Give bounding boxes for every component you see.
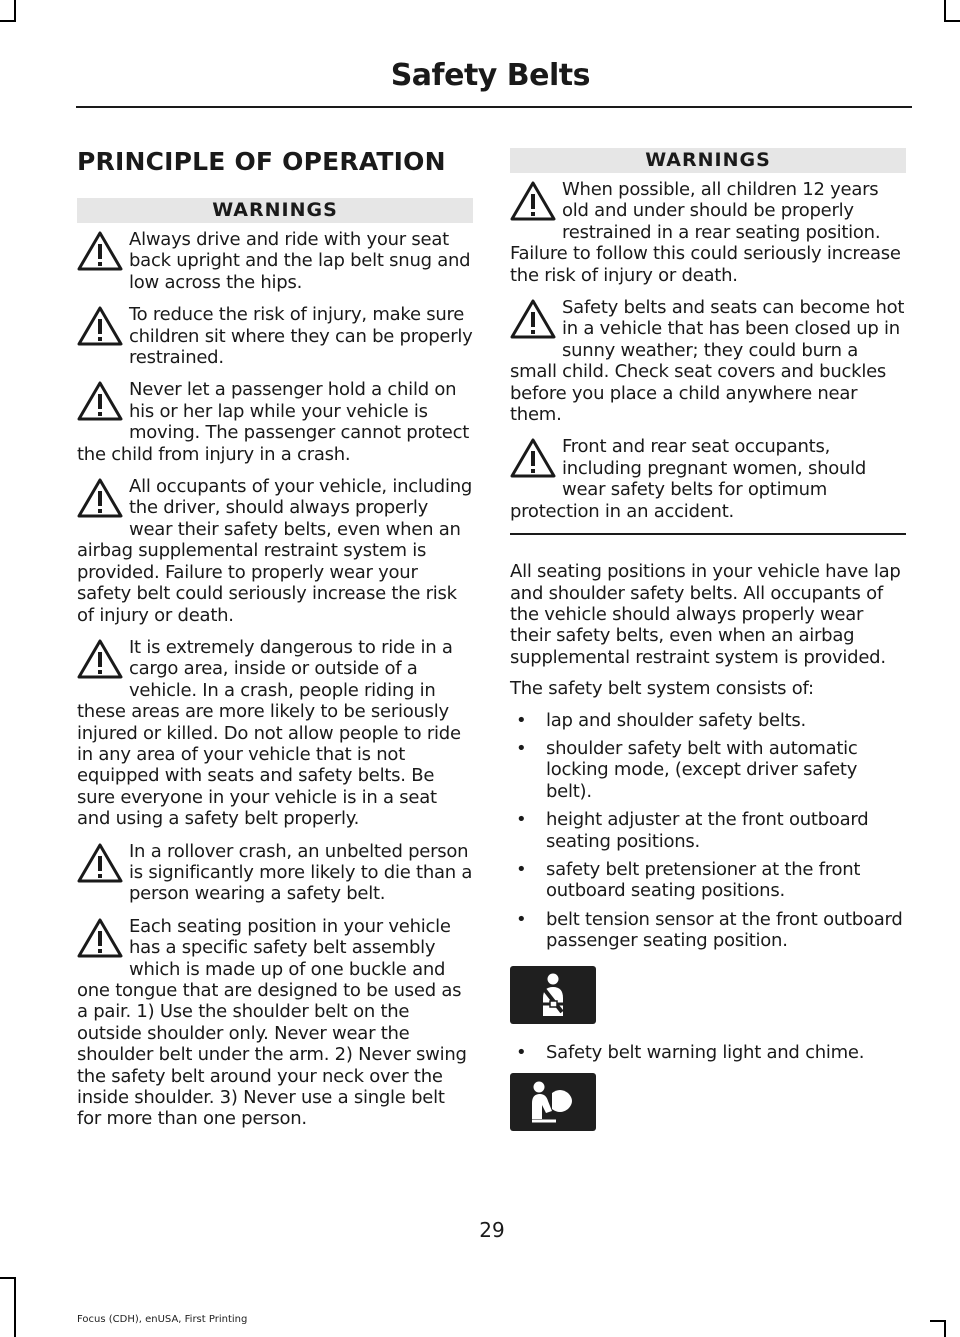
warning-item — [510, 297, 906, 425]
list-item: • Safety belt warning light and chime. — [516, 1041, 865, 1063]
warning-text: To reduce the risk of injury, make sure children sit where they can be properly restrained. — [129, 304, 473, 369]
crop-mark — [0, 1277, 16, 1279]
warning-text: It is extremely dangerous to ride in a cargo area, inside or outside of a vehicle. In a crash, people riding in these areas are more likely to be seriously injured or killed. Do not allow people to ride in any area of your vehicle that is not equipped with seats and safety belts. Be sure everyone in your vehicle is in a seat and using a safety belt properly. — [77, 636, 461, 830]
bullet-text: Safety belt warning light and chime. — [546, 1041, 865, 1063]
warning-triangle-icon — [77, 477, 129, 523]
crop-mark — [930, 1320, 946, 1322]
warnings-heading-right: WARNINGS — [510, 148, 906, 173]
seatbelt-warning-icon — [510, 966, 596, 1024]
warning-text: Safety belts and seats can become hot in a vehicle that has been closed up in sunny weather; they could burn a small child. Check seat covers and buckles before you place a child anywhere near them. — [510, 297, 905, 426]
warning-triangle-icon — [77, 230, 129, 276]
warning-triangle-icon — [77, 305, 129, 351]
system-components-list — [510, 710, 906, 952]
crop-mark — [0, 20, 16, 22]
warnings-list-right — [510, 179, 906, 522]
warning-triangle-icon — [77, 842, 129, 888]
warning-text: In a rollover crash, an unbelted person is significantly more likely to die than a person wearing a safety belt. — [129, 840, 473, 905]
bullet-text: lap and shoulder safety belts. — [546, 709, 807, 731]
warning-triangle-icon — [510, 298, 562, 344]
header-rule — [76, 106, 912, 108]
warning-item — [77, 476, 473, 626]
bullet-text: shoulder safety belt with automatic locking mode, (except driver safety belt). — [546, 737, 858, 802]
section-title: PRINCIPLE OF OPERATION — [77, 147, 446, 176]
warning-item — [77, 379, 473, 465]
intro-paragraph: All seating positions in your vehicle have lap and shoulder safety belts. All occupants of the vehicle should always properly wear their safety belts, even when an airbag supplemental restraint system is provided. — [510, 561, 901, 668]
warning-triangle-icon — [510, 437, 562, 483]
list-item: • shoulder safety belt with automatic locking mode, (except driver safety belt). — [516, 737, 858, 802]
warning-triangle-icon — [77, 917, 129, 963]
warning-text: Each seating position in your vehicle has a specific safety belt assembly which is made up of one buckle and one tongue that are designed to be used as a pair. 1) Use the shoulder belt on the outside shoulder only. Never wear the shoulder belt under the arm. 2) Never swing the safety belt around your neck over the inside shoulder. 3) Never use a single belt for more than one person. — [77, 915, 467, 1130]
warning-item — [77, 304, 473, 368]
warning-text: Front and rear seat occupants, including pregnant women, should wear safety belts for optimum protection in an accident. — [510, 436, 867, 522]
warning-item — [77, 229, 473, 293]
bullet-text: safety belt pretensioner at the front outboard seating positions. — [546, 858, 861, 902]
bullet-text: height adjuster at the front outboard seating positions. — [546, 809, 869, 852]
warning-light-list — [510, 1042, 906, 1063]
warnings-list-left — [77, 229, 473, 1130]
list-item: • lap and shoulder safety belts. — [516, 709, 807, 731]
warning-item — [510, 179, 906, 286]
warning-text: All occupants of your vehicle, including the driver, should always properly wear their safety belts, even when an airbag supplemental restraint system is provided. Failure to properly wear your safety belt could seriously increase the risk of injury or death. — [77, 476, 473, 626]
right-column — [510, 140, 906, 1131]
left-column — [77, 140, 473, 1141]
warning-text: Never let a passenger hold a child on his or her lap while your vehicle is moving. The passenger cannot protect the child from injury in a crash. — [77, 379, 470, 465]
crop-mark — [14, 1277, 16, 1337]
warnings-heading-left: WARNINGS — [77, 198, 473, 223]
warning-item — [510, 436, 906, 522]
warning-item — [77, 637, 473, 830]
warning-triangle-icon — [510, 180, 562, 226]
bullet-text: belt tension sensor at the front outboard passenger seating position. — [546, 908, 903, 952]
warning-triangle-icon — [77, 638, 129, 684]
airbag-icon — [510, 1073, 596, 1131]
footer-text: Focus (CDH), enUSA, First Printing — [77, 1314, 248, 1325]
warning-item — [77, 916, 473, 1130]
warning-triangle-icon — [77, 380, 129, 426]
list-intro: The safety belt system consists of: — [510, 678, 814, 700]
warning-text: When possible, all children 12 years old and under should be properly restrained in a rear seating position. Failure to follow this could seriously increase the risk of injury or death. — [510, 179, 901, 286]
crop-mark — [944, 1322, 946, 1337]
list-item: • height adjuster at the front outboard seating positions. — [516, 809, 869, 852]
list-item: • safety belt pretensioner at the front outboard seating positions. — [516, 858, 861, 902]
crop-mark — [14, 0, 16, 22]
crop-mark — [944, 20, 960, 22]
warning-item — [77, 841, 473, 905]
crop-mark — [944, 0, 946, 22]
list-item: • belt tension sensor at the front outboard passenger seating position. — [516, 908, 903, 952]
warnings-end-rule — [510, 533, 906, 535]
page-header-title: Safety Belts — [390, 58, 590, 93]
page-number: 29 — [479, 1218, 505, 1242]
warning-text: Always drive and ride with your seat back upright and the lap belt snug and low across the hips. — [129, 229, 471, 293]
